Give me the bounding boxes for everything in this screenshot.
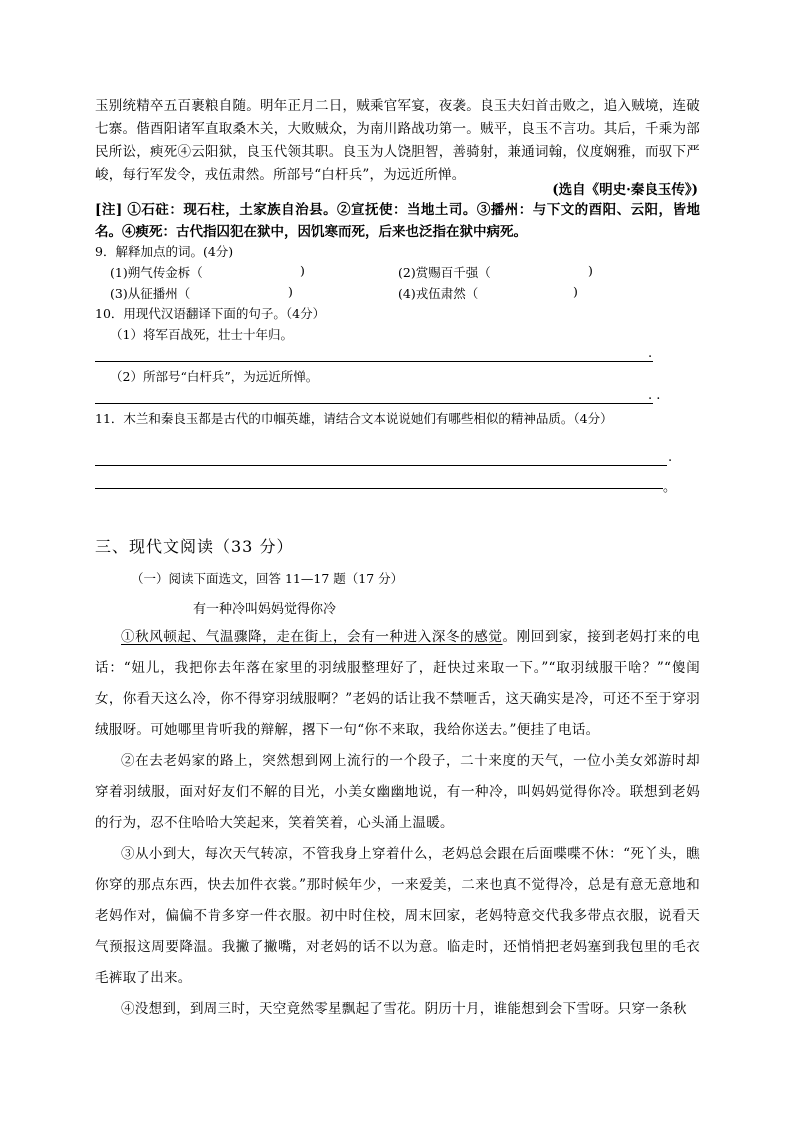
q10-sentence-1: （1）将军百战死，壮士十年归。 [110,327,293,342]
underlined-sentence: ①秋风顿起、气温骤降，走在街上，会有一种进入深冬的感觉 [121,629,503,645]
q9-item-2-close: ) [588,263,593,278]
article-body [95,622,700,1025]
article-paragraph-3: ③从小到大，每次天气转凉，不管我身上穿着什么，老妈总会跟在后面喋喋不休：“死丫头，瞧你穿的那点东西，快去加件衣裳。”那时候年少，一来爱美，二来也真不觉得冷，总是有意无意地和老妈作对，偏偏不肯多穿一件衣服。初中时住校，周末回家，老妈特意交代我多带点衣服，说看天气预报这周要降温。我撇了撇嘴，对老妈的话不以为意。临走时，还悄悄把老妈塞到我包里的毛衣毛裤取了出来。 [95,846,700,986]
q9-item-4-label: (4)戎伍肃然（ [398,286,479,301]
q9-item-2 [398,263,491,281]
q10-sentence-2: （2）所部号“白杆兵”，为远近所惮。 [110,369,319,384]
q11-stem: 11．木兰和秦良玉都是古代的巾帼英雄，请结合文本说说她们有哪些相似的精神品质。（4分） [95,411,613,426]
annotation-note: [注] ①石砫：现石柱，土家族自治县。②宣抚使：当地土司。③播州：与下文的酉阳、云阳，皆地名。④瘐死：古代指囚犯在狱中，因饥寒而死，后来也泛指在狱中病死。 [95,202,700,240]
article-title: 有一种冷叫妈妈觉得你冷 [193,602,337,617]
passage-text: 玉别统精卒五百裹粮自随。明年正月二日，贼乘官军宴，夜袭。良玉夫妇首击败之，追入贼境，连破七寨。偕酉阳诸军直取桑木关，大败贼众，为南川路战功第一。贼平，良玉不言功。其后，千乘为部民所讼，瘐死④云阳狱，良玉代领其职。良玉为人饶胆智，善骑射，兼通词翰，仪度娴雅，而驭下严峻，每行军发令，戎伍肃然。所部号“白杆兵”，为远近所惮。 [95,98,700,183]
answer-line-11-2[interactable] [95,488,663,489]
q10-line-2-end: . . [648,388,661,403]
q10-stem: 10．用现代汉语翻译下面的句子。（4分） [95,306,326,321]
q11-line-1-end: . [668,450,673,465]
article-paragraph-2: ②在去老妈家的路上，突然想到网上流行的一个段子，二十来度的天气，一位小美女郊游时却穿着羽绒服，面对好友们不解的目光，小美女幽幽地说，有一种冷，叫妈妈觉得你冷。联想到老妈的行为，忍不住哈哈大笑起来，笑着笑着，心头涌上温暖。 [95,753,700,831]
section-instruction: （一）阅读下面选文，回答 11—17 题（17 分） [131,571,404,586]
q9-item-1 [110,263,203,281]
article-paragraph-4: ④没想到，到周三时，天空竟然零星飘起了雪花。阴历十月，谁能想到会下雪呀。只穿一条秋 [121,1001,687,1017]
answer-line-10-1[interactable] [95,361,653,362]
q9-stem: 9．解释加点的词。(4分) [95,244,234,259]
q11-line-2-end: 。 [663,480,677,495]
paragraph-1-rest: 。刚回到家，接到老妈打来的电话：“妞儿，我把你去年落在家里的羽绒服整理好了，赶快过来取一下。”“取羽绒服干啥？”“傻闺女，你看天这么冷，你不得穿羽绒服啊？”老妈的话让我不禁咂舌，这天确实是冷，可还不至于穿羽绒服呀。可她哪里肯听我的辩解，撂下一句“你不来取，我给你送去。”便挂了电话。 [95,629,701,738]
q9-item-3 [110,284,190,302]
q9-item-3-close: ) [288,284,293,299]
section-heading: 三、现代文阅读（33 分） [95,537,294,556]
q9-item-1-label: (1)朔气传金柝（ [110,265,203,280]
passage-source: (选自《明史·秦良玉传》) [552,182,698,198]
q9-item-1-close: ) [300,263,305,278]
answer-line-11-1[interactable] [95,465,667,466]
q9-item-4-close: ) [573,284,578,299]
answer-line-10-2[interactable] [95,403,653,404]
q10-line-1-end: . [648,346,653,361]
q9-item-2-label: (2)赏赐百千强（ [398,265,491,280]
article-paragraph-1 [95,622,700,746]
q9-item-3-label: (3)从征播州（ [110,286,191,301]
classical-passage [95,95,700,187]
q9-item-4 [398,284,478,302]
